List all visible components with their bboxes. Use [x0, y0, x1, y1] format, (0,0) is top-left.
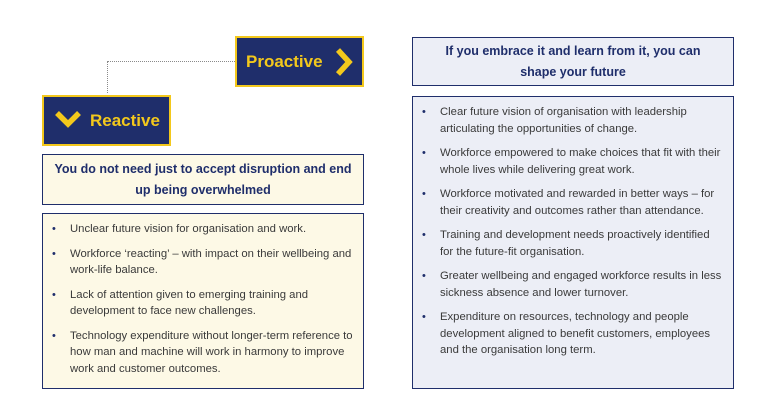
reactive-label: Reactive: [90, 110, 160, 130]
bullet-icon: •: [52, 288, 56, 301]
list-item-text: Expenditure on resources, technology and people development aligned to benefit customers, employees and the organisation long term.: [440, 311, 711, 356]
list-item: [52, 246, 355, 279]
list-item-text: Lack of attention given to emerging training and development to face new challenges.: [70, 288, 309, 317]
list-item: [422, 104, 725, 137]
reactive-heading-text: You do not need just to accept disruption and end up being overwhelmed: [54, 161, 352, 197]
bullet-icon: •: [422, 311, 426, 323]
bullet-icon: •: [422, 106, 426, 118]
list-item: [52, 328, 355, 378]
list-item-text: Workforce empowered to make choices that fit with their whole lives while delivering great work.: [440, 147, 721, 176]
list-item-text: Workforce motivated and rewarded in better ways – for their creativity and outcomes rather than attendance.: [440, 188, 715, 217]
reactive-list: [42, 213, 364, 389]
list-item: [422, 309, 725, 359]
list-item-text: Unclear future vision for organisation and work.: [70, 223, 307, 235]
list-item-text: Greater wellbeing and engaged workforce results in less sickness absence and lower turnover.: [440, 270, 722, 299]
list-item: [422, 186, 725, 219]
bullet-icon: •: [422, 188, 426, 200]
proactive-badge: [235, 36, 364, 87]
reactive-badge: [42, 95, 171, 146]
proactive-list: [412, 96, 734, 389]
chevron-down-icon: [54, 109, 82, 134]
connector-line-vertical: [107, 61, 108, 93]
list-item: [422, 227, 725, 260]
bullet-icon: •: [422, 229, 426, 241]
bullet-icon: •: [52, 223, 56, 235]
bullet-icon: •: [422, 147, 426, 159]
bullet-icon: •: [52, 247, 56, 260]
list-item: [52, 287, 355, 320]
proactive-heading-text: If you embrace it and learn from it, you can shape your future: [445, 43, 701, 79]
list-item-text: Training and development needs proactively identified for the future-fit organisation.: [440, 229, 710, 258]
reactive-heading: [42, 154, 364, 205]
list-item: [422, 145, 725, 178]
bullet-icon: •: [422, 270, 426, 282]
list-item: [422, 268, 725, 301]
bullet-icon: •: [52, 329, 56, 342]
list-item: [52, 221, 355, 238]
list-item-text: Technology expenditure without longer-term reference to how man and machine will work in harmony to improve work and customer outcomes.: [70, 329, 353, 375]
proactive-label: Proactive: [246, 51, 323, 71]
proactive-heading: [412, 37, 734, 86]
list-item-text: Clear future vision of organisation with leadership articulating the opportunities of change.: [440, 106, 687, 135]
connector-line-horizontal: [107, 61, 235, 62]
list-item-text: Workforce ‘reacting’ – with impact on their wellbeing and work-life balance.: [70, 247, 352, 276]
chevron-right-icon: [334, 47, 354, 82]
